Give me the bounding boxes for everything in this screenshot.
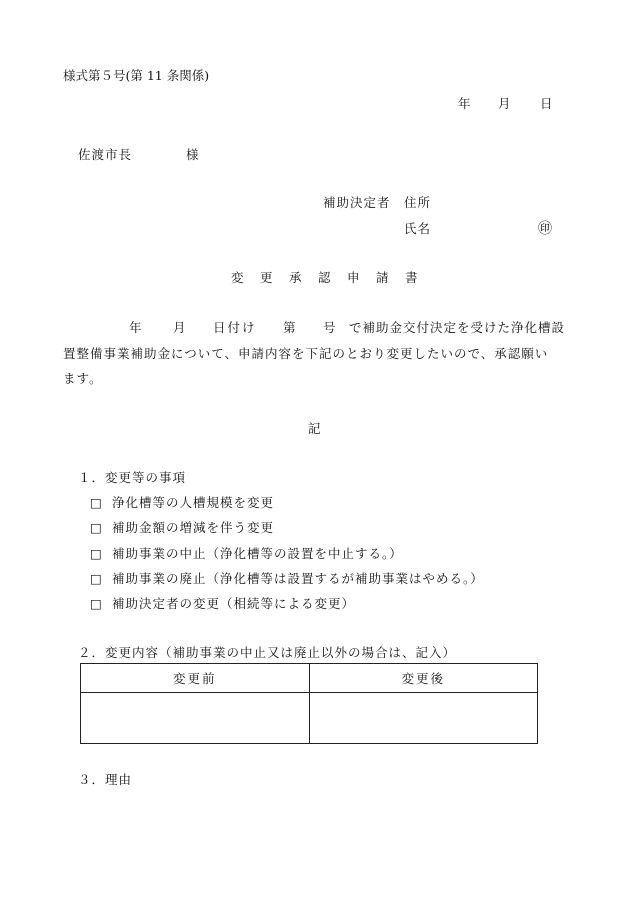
change-item: [90, 569, 484, 587]
ki-heading: 記: [308, 421, 321, 436]
section2-heading: ２．変更内容（補助事業の中止又は廃止以外の場合は、記入）: [78, 645, 457, 660]
body-line-1-rest: で補助金交付決定を受けた浄化槽設: [349, 320, 566, 335]
checkbox[interactable]: □: [90, 596, 103, 611]
table-header-row: [81, 664, 538, 693]
change-item: [90, 544, 403, 562]
section1-heading: １．変更等の事項: [78, 470, 187, 485]
ref-number-suffix: 号: [323, 320, 336, 335]
checkbox[interactable]: □: [90, 571, 103, 586]
date-day: 日: [540, 96, 553, 111]
addressee-honorific: 様: [186, 147, 199, 162]
date-year: 年: [458, 96, 471, 111]
section3-heading: ３．理由: [78, 772, 133, 787]
date-line: [458, 94, 553, 112]
applicant-name-label: 氏名: [404, 221, 432, 236]
table-row: [81, 693, 538, 744]
checkbox[interactable]: □: [90, 495, 103, 510]
ref-month: 月: [173, 320, 186, 335]
change-item: [90, 493, 274, 511]
change-item-label: 補助事業の廃止（浄化槽等は設置するが補助事業はやめる。）: [112, 571, 484, 586]
change-item-label: 補助金額の増減を伴う変更: [112, 520, 275, 535]
applicant-address-label: 住所: [404, 195, 432, 210]
change-item-label: 浄化槽等の人槽規模を変更: [112, 495, 275, 510]
before-cell[interactable]: [81, 693, 310, 744]
body-line-3: ます。: [63, 371, 103, 386]
change-item-label: 補助事業の中止（浄化槽等の設置を中止する。）: [112, 546, 403, 561]
checkbox[interactable]: □: [90, 520, 103, 535]
ref-number-prefix: 第: [283, 320, 296, 335]
form-number: 様式第５号(第 11 条関係): [63, 68, 210, 83]
change-item: [90, 518, 274, 536]
header-before: 変更前: [81, 664, 310, 693]
change-content-table: [80, 663, 538, 744]
date-month: 月: [498, 96, 511, 111]
addressee-name: 佐渡市長: [78, 147, 133, 162]
body-line-2: 置整備事業補助金について、申請内容を下記のとおり変更したいので、承認願い: [63, 346, 549, 361]
checkbox[interactable]: □: [90, 546, 103, 561]
ref-year: 年: [129, 320, 142, 335]
applicant-role: 補助決定者: [323, 195, 391, 210]
document-title: 変 更 承 認 申 請 書: [231, 270, 420, 285]
seal-mark: ㊞: [538, 221, 552, 237]
header-after: 変更後: [309, 664, 538, 693]
change-item-label: 補助決定者の変更（相続等による変更）: [112, 596, 356, 611]
ref-day: 日付け: [213, 320, 257, 335]
after-cell[interactable]: [309, 693, 538, 744]
change-item: [90, 594, 355, 612]
